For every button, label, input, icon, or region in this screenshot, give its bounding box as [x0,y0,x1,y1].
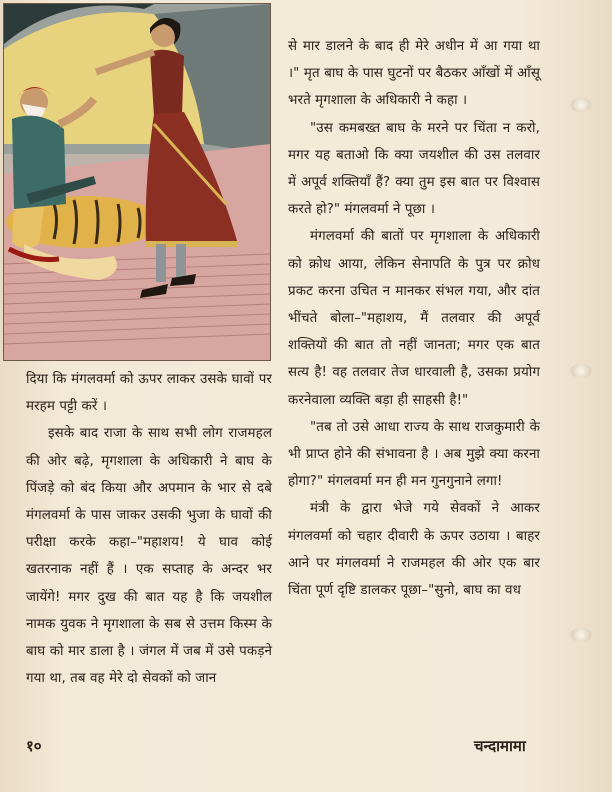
story-paragraph: मंगलवर्मा की बातों पर मृगशाला के अधिकारी को क्रोध आया, लेकिन सेनापति के पुत्र पर क्रोध प्रकट करना उचित न मानकर संभल गया, और दांत भींचते बोला–"महाशय, मैं तलवार की अपूर्व शक्तियों की बात तो नहीं जानता; मगर एक बात सत्य है! वह तलवार तेज धारवाली है, उसका प्रयोग करनेवाला व्यक्ति बड़ा ही साहसी है!" [288,229,540,408]
story-paragraph: दिया कि मंगलवर्मा को ऊपर लाकर उसके घावों पर मरहम पट्टी करें । [26,372,272,415]
right-text-column [288,33,540,604]
page-number: १० [26,737,42,755]
story-paragraph: "उस कमबख्त बाघ के मरने पर चिंता न करो, मगर यह बताओ कि क्या जयशील की उस तलवार में अपूर्व शक्तियाँ हैं? क्या तुम इस बात पर विश्वास करते हो?" मंगलवर्मा ने पूछा । [288,120,540,218]
binding-hole-mark [570,98,592,112]
binding-hole-mark [570,628,592,642]
left-text-column [26,366,272,692]
story-paragraph: "तब तो उसे आधा राज्य के साथ राजकुमारी के भी प्राप्त होने की संभावना है । अब मुझे क्या करना होगा?" मंगलवर्मा मन ही मन गुनगुनाने लगा! [288,419,540,490]
illustration-artwork [4,4,270,360]
story-paragraph: इसके बाद राजा के साथ सभी लोग राजमहल की ओर बढ़े, मृगशाला के अधिकारी ने बाघ के पिंजड़े को बंद किया और अपमान के भार से दबे मंगलवर्मा के पास जाकर उसकी भुजा के घावों की परीक्षा करके कहा–"महाशय! ये घाव कोई खतरनाक नहीं हैं । एक सप्ताह के अन्दर भर जायेंगे! मगर दुख की बात यह है कि जयशील नामक युवक ने मृगशाला के सब से उत्तम किस्म के बाघ को मार डाला है । जंगल में जब में उसे पकड़ने गया था, तब वह मेरे दो सेवकों को जान [26,426,272,687]
story-illustration [3,3,271,361]
story-paragraph: मंत्री के द्वारा भेजे गये सेवकों ने आकर मंगलवर्मा को चहार दीवारी के ऊपर उठाया । बाहर आने पर मंगलवर्मा ने राजमहल की ओर एक बार चिंता पूर्ण दृष्टि डालकर पूछा–"सुनो, बाघ का वध [288,501,540,599]
binding-hole-mark [570,364,592,378]
story-paragraph: से मार डालने के बाद ही मेरे अधीन में आ गया था ।" मृत बाघ के पास घुटनों पर बैठकर आँखों में आँसू भरते मृगशाला के अधिकारी ने कहा । [288,39,540,109]
magazine-name: चन्दामामा [474,737,526,755]
